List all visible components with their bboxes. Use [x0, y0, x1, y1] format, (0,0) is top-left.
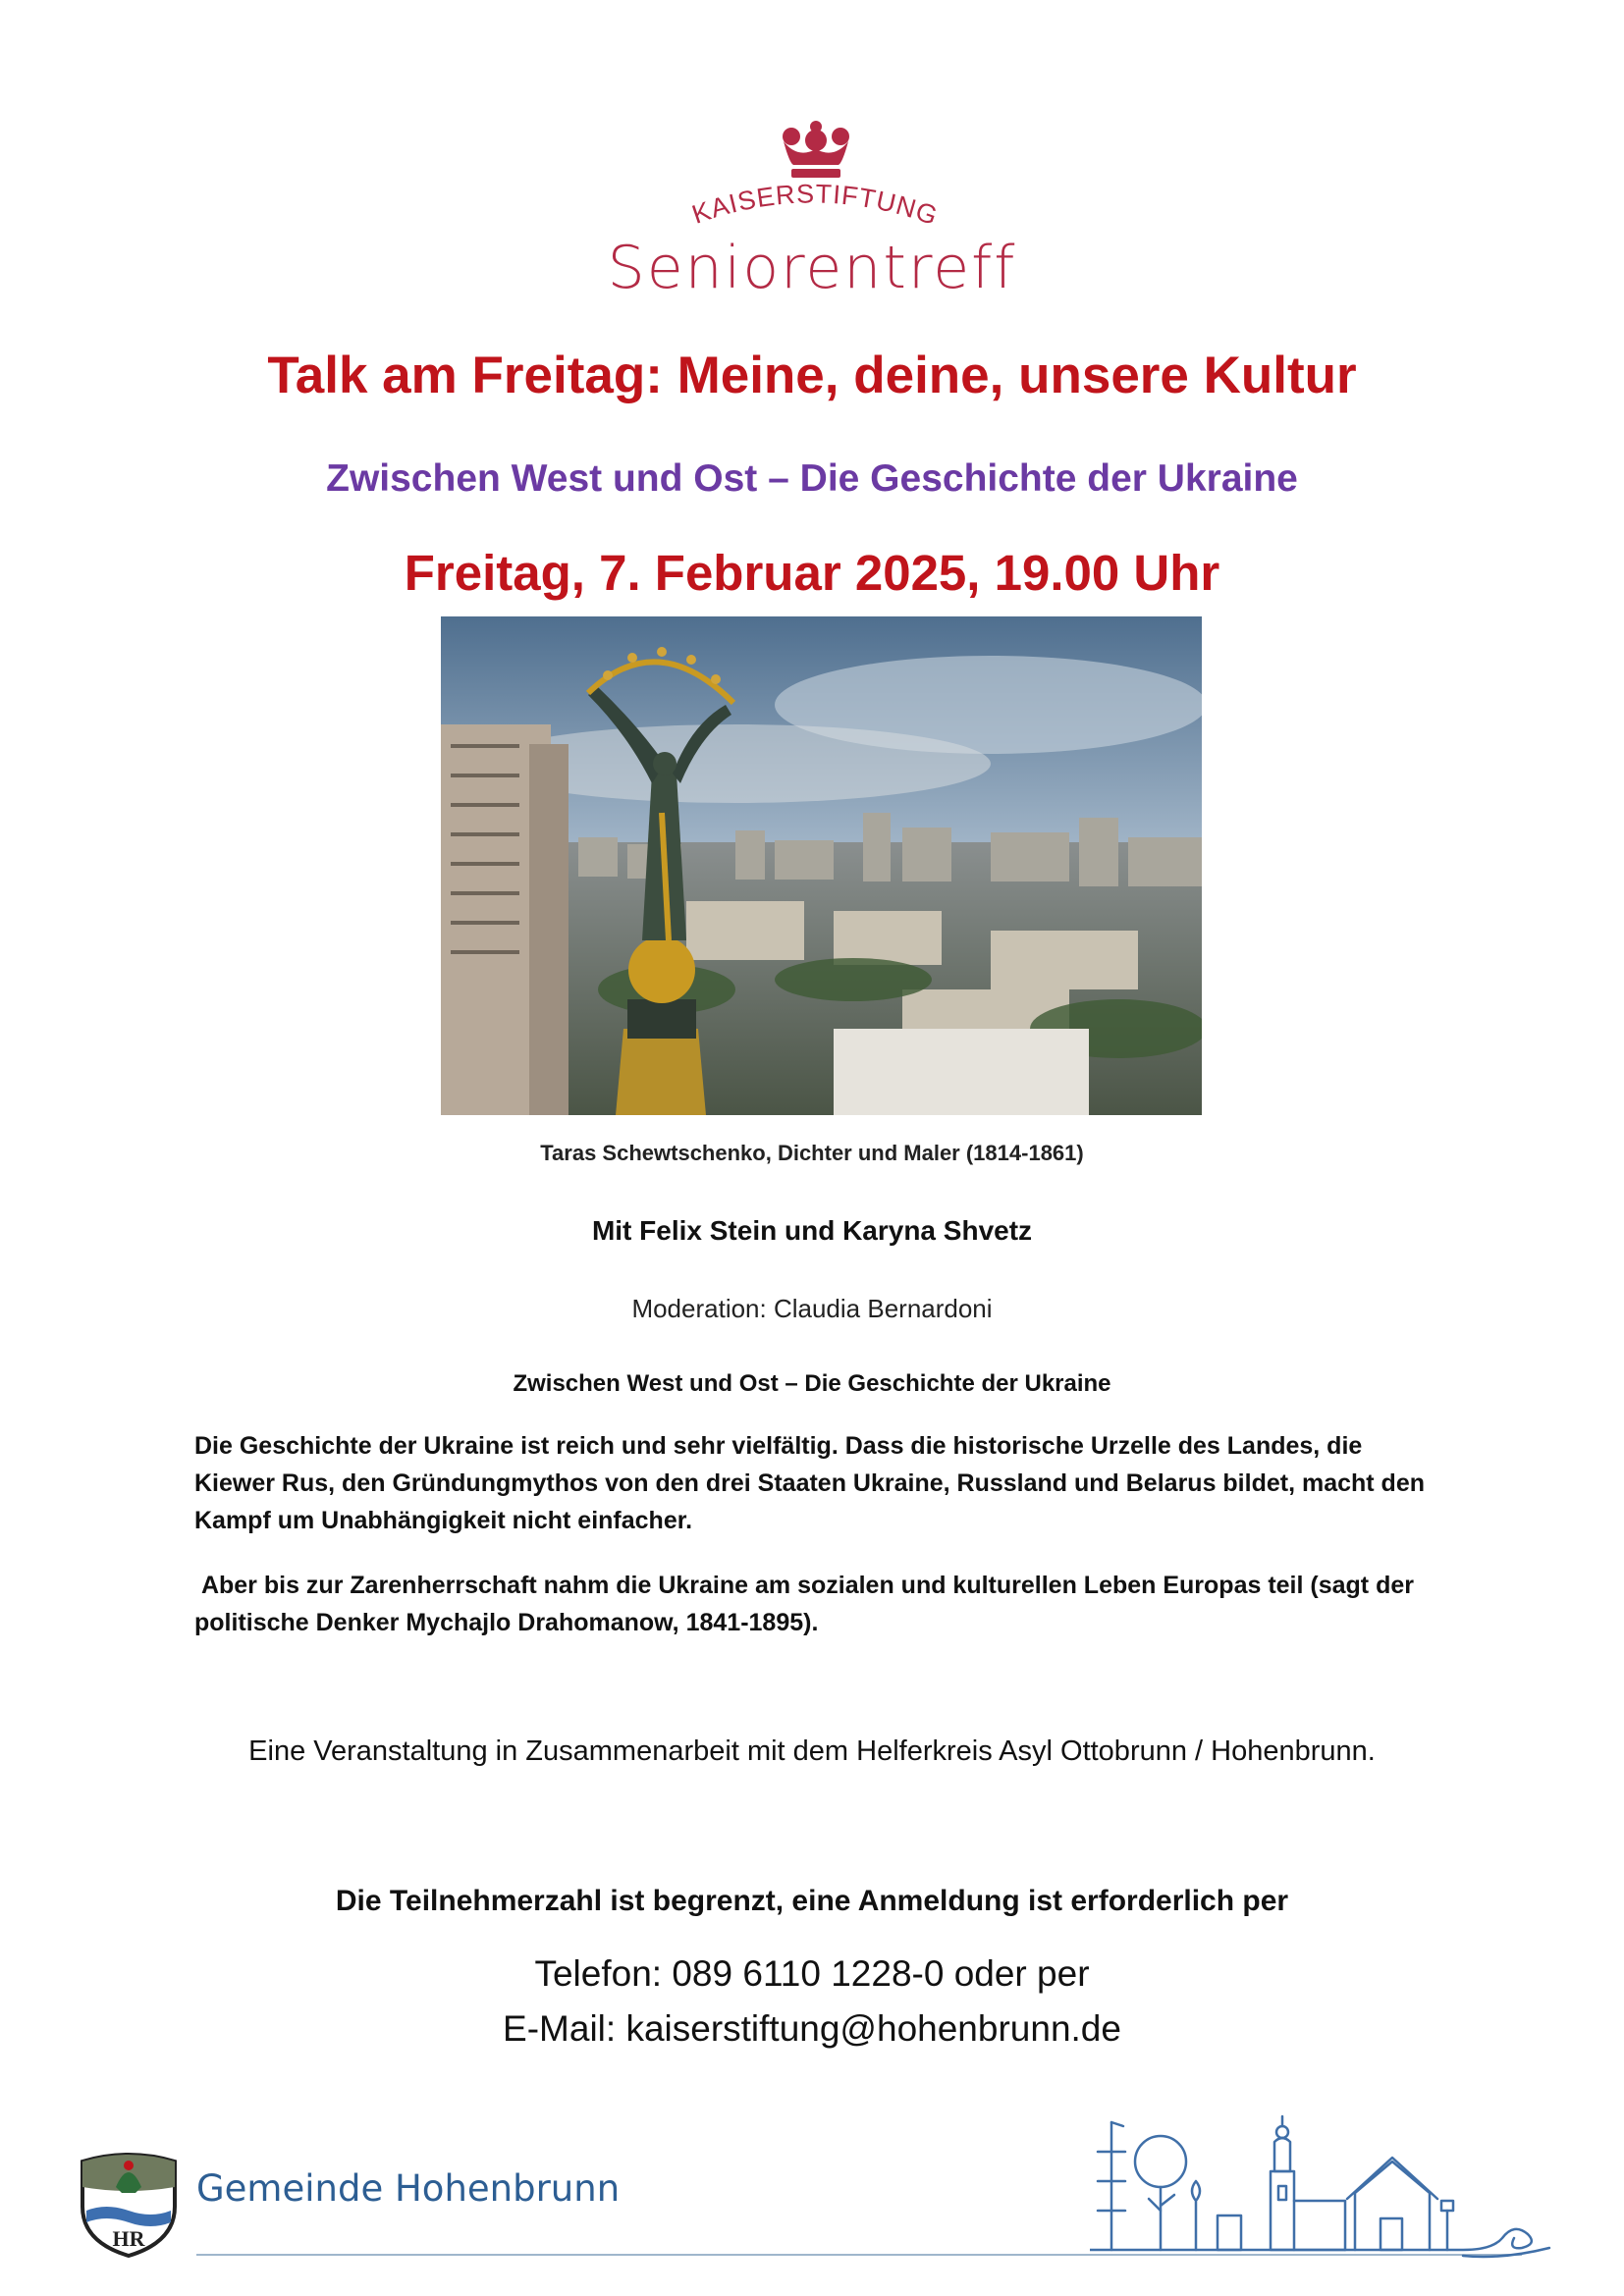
coat-of-arms-icon	[77, 2148, 181, 2258]
svg-text:HR: HR	[112, 2226, 145, 2251]
kyiv-monument-photo	[441, 616, 1202, 1115]
moderation: Moderation: Claudia Bernardoni	[631, 1294, 993, 1323]
event-date: Freitag, 7. Februar 2025, 19.00 Uhr	[404, 545, 1220, 601]
description-paragraph-1: Die Geschichte der Ukraine ist reich und sehr vielfältig. Dass die historische Urzelle des Landes, die Kiewer Rus, den Gründungmythos von den drei Staaten Ukraine, Russland und Belarus bildet, macht den Kampf um Unabhängigkeit nicht einfacher.	[194, 1432, 1425, 1534]
cooperation-note: Eine Veranstaltung in Zusammenarbeit mit dem Helferkreis Asyl Ottobrunn / Hohenbrunn.	[248, 1735, 1376, 1767]
brand-top-label: KAISERSTIFTUNG	[688, 179, 943, 232]
town-skyline-icon	[1090, 2112, 1551, 2260]
brand-title: Seniorentreff	[607, 234, 1017, 302]
contact-phone: Telefon: 089 6110 1228-0 oder per	[534, 1953, 1090, 1994]
event-subtitle: Zwischen West und Ost – Die Geschichte der Ukraine	[326, 457, 1298, 500]
event-title: Talk am Freitag: Meine, deine, unsere Kultur	[267, 347, 1357, 404]
section-heading: Zwischen West und Ost – Die Geschichte der Ukraine	[513, 1370, 1111, 1397]
svg-text:KAISERSTIFTUNG	[688, 179, 942, 231]
speakers: Mit Felix Stein und Karyna Shvetz	[591, 1215, 1033, 1246]
registration-notice: Die Teilnehmerzahl ist begrenzt, eine Anmeldung ist erforderlich per	[335, 1885, 1289, 1917]
description-paragraph-2: Aber bis zur Zarenherrschaft nahm die Ukraine am sozialen und kulturellen Leben Europas teil (sagt der politische Denker Mychajlo Drahomanow, 1841-1895).	[194, 1572, 1421, 1636]
photo-caption: Taras Schewtschenko, Dichter und Maler (1814-1861)	[540, 1141, 1084, 1165]
contact-email[interactable]: E-Mail: kaiserstiftung@hohenbrunn.de	[503, 2008, 1121, 2049]
municipality-name: Gemeinde Hohenbrunn	[196, 2167, 621, 2210]
